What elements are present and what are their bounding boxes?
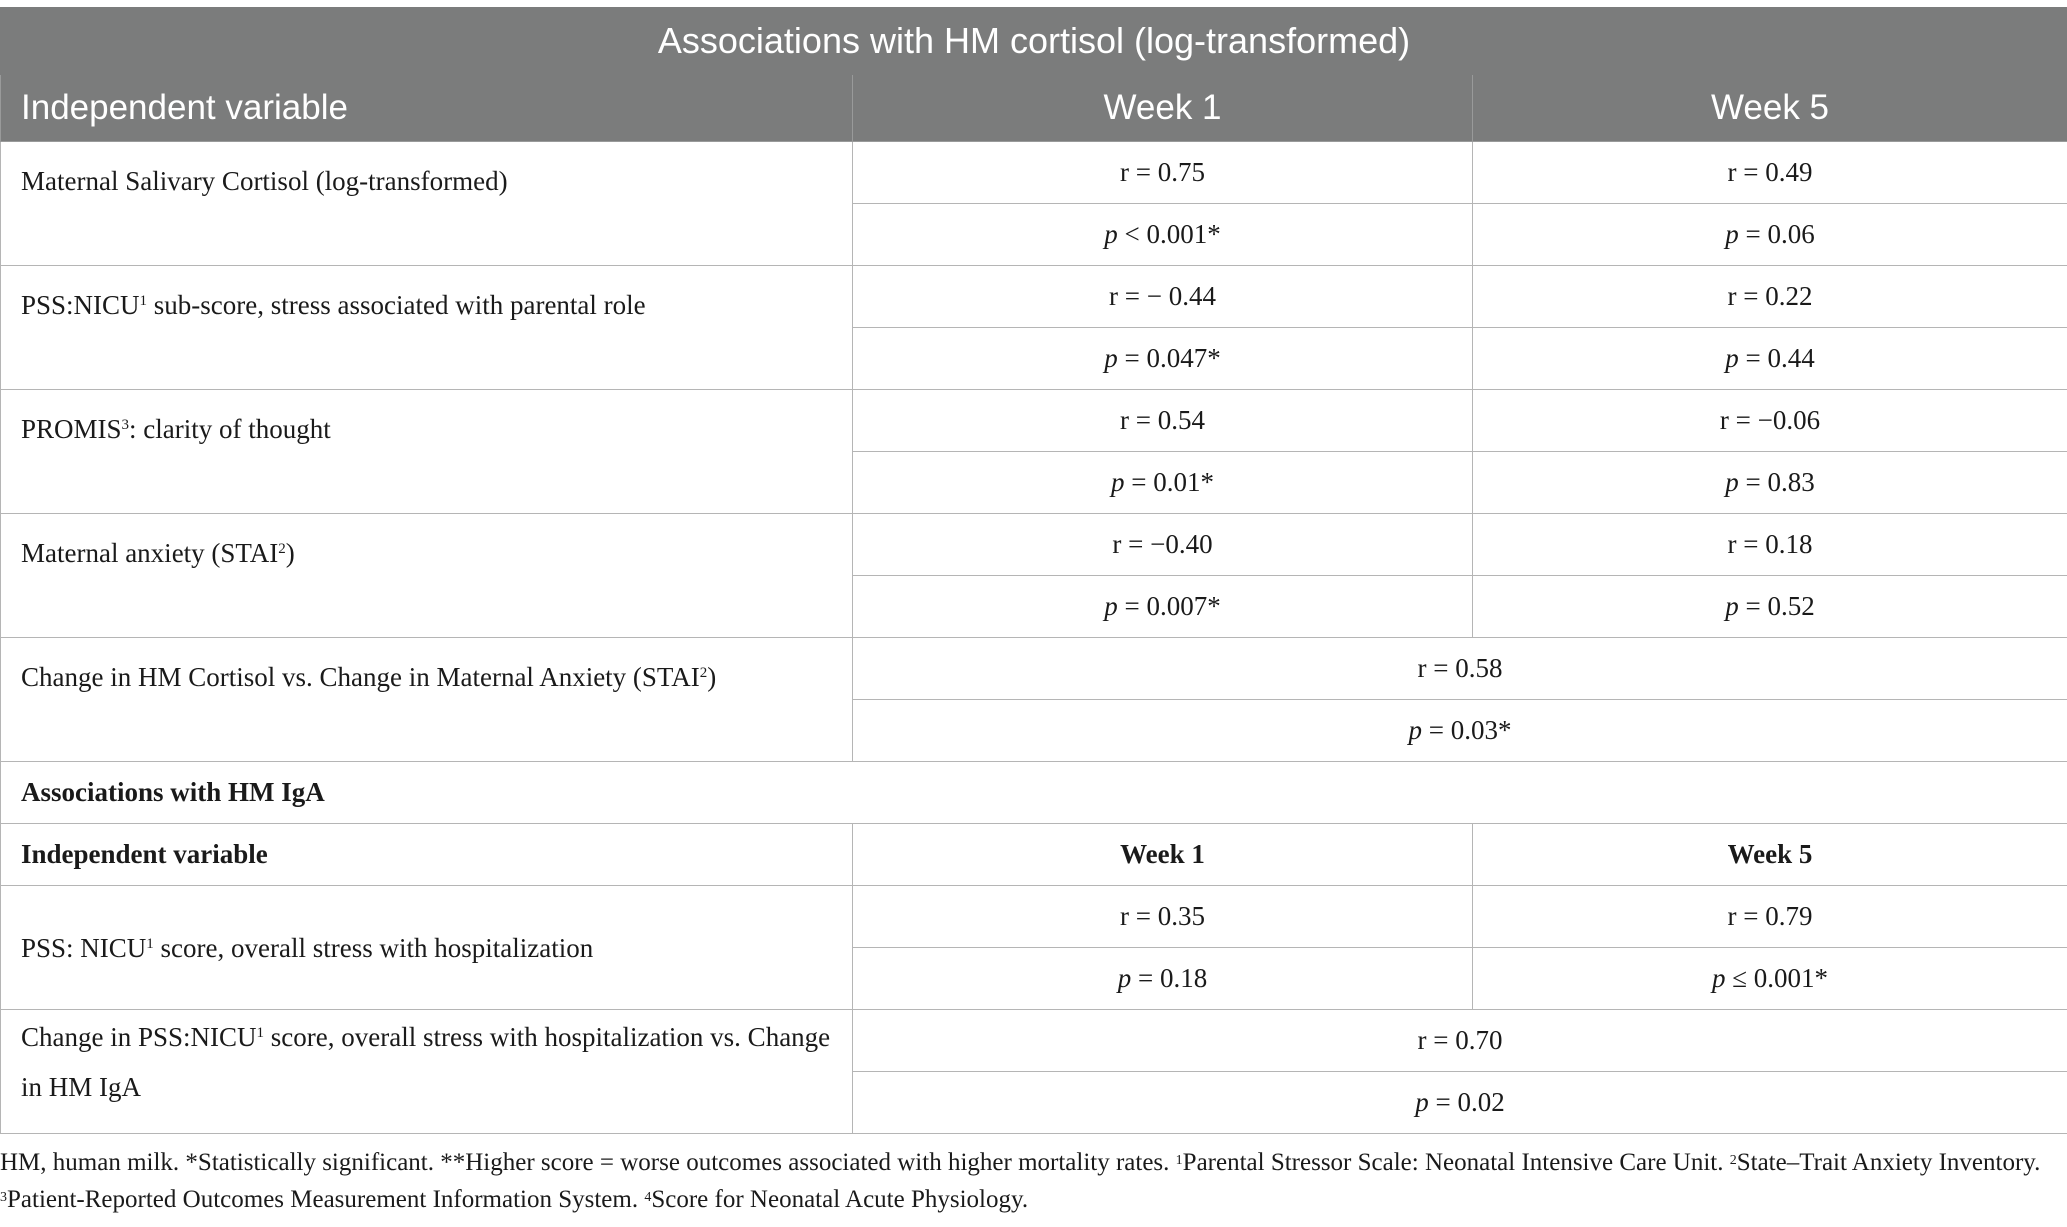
week5-p-value: p = 0.44 bbox=[1473, 328, 2067, 390]
change-p-value: p = 0.03* bbox=[853, 700, 2067, 762]
table-footnote: HM, human milk. *Statistically significant. **Higher score = worse outcomes associated with higher mortality rates. $^1$Parental Stressor Scale: Neonatal Intensive Care Unit. $^2$State–Trait Anxiety Inventory. $^3$Patient-Reported Outcomes Measurement Information System. $^4$Score for Neonatal Acute Physiology. bbox=[0, 1149, 2041, 1213]
week1-p-value: p = 0.007* bbox=[853, 576, 1473, 638]
week5-r-value: r = 0.49 bbox=[1473, 142, 2067, 204]
header-week-5: Week 5 bbox=[1473, 75, 2067, 142]
week1-r-value: r = −0.40 bbox=[853, 514, 1473, 576]
row-label: Change in HM Cortisol vs. Change in Maternal Anxiety (STAI$^2$) bbox=[1, 638, 853, 762]
row-label: PROMIS$^3$: clarity of thought bbox=[1, 390, 853, 514]
iga-header-row bbox=[1, 824, 2067, 886]
iga-section-title: Associations with HM IgA bbox=[1, 762, 2067, 824]
table-row bbox=[1, 886, 2067, 948]
header-independent-variable: Independent variable bbox=[1, 75, 853, 142]
header-row bbox=[1, 75, 2067, 142]
table-title: Associations with HM cortisol (log-transformed) bbox=[1, 8, 2067, 75]
iga-header-week-5: Week 5 bbox=[1473, 824, 2067, 886]
row-label: Change in PSS:NICU$^1$ score, overall stress with hospitalization vs. Change in HM IgA bbox=[1, 1010, 853, 1134]
week5-p-value: p = 0.06 bbox=[1473, 204, 2067, 266]
row-label: Maternal Salivary Cortisol (log-transformed) bbox=[1, 142, 853, 266]
week5-p-value: p = 0.52 bbox=[1473, 576, 2067, 638]
table-row bbox=[1, 514, 2067, 576]
change-r-value: r = 0.70 bbox=[853, 1010, 2067, 1072]
table-row bbox=[1, 638, 2067, 700]
week1-p-value: p < 0.001* bbox=[853, 204, 1473, 266]
change-p-value: p = 0.02 bbox=[853, 1072, 2067, 1134]
change-r-value: r = 0.58 bbox=[853, 638, 2067, 700]
section-header-row bbox=[1, 762, 2067, 824]
row-label: PSS:NICU$^1$ sub-score, stress associated with parental role bbox=[1, 266, 853, 390]
table-row bbox=[1, 1010, 2067, 1072]
week1-r-value: r = 0.35 bbox=[853, 886, 1473, 948]
week5-r-value: r = 0.79 bbox=[1473, 886, 2067, 948]
iga-header-independent-variable: Independent variable bbox=[1, 824, 853, 886]
title-row bbox=[1, 8, 2067, 75]
week1-r-value: r = 0.75 bbox=[853, 142, 1473, 204]
week5-p-value: p ≤ 0.001* bbox=[1473, 948, 2067, 1010]
week1-r-value: r = 0.54 bbox=[853, 390, 1473, 452]
table-row bbox=[1, 142, 2067, 204]
row-label: Maternal anxiety (STAI$^2$) bbox=[1, 514, 853, 638]
week1-p-value: p = 0.18 bbox=[853, 948, 1473, 1010]
week1-p-value: p = 0.047* bbox=[853, 328, 1473, 390]
row-label: PSS: NICU$^1$ score, overall stress with hospitalization bbox=[1, 886, 853, 1010]
week5-r-value: r = −0.06 bbox=[1473, 390, 2067, 452]
results-table bbox=[0, 7, 2067, 1134]
week5-r-value: r = 0.22 bbox=[1473, 266, 2067, 328]
table-row bbox=[1, 266, 2067, 328]
week1-p-value: p = 0.01* bbox=[853, 452, 1473, 514]
table-row bbox=[1, 390, 2067, 452]
week5-p-value: p = 0.83 bbox=[1473, 452, 2067, 514]
week5-r-value: r = 0.18 bbox=[1473, 514, 2067, 576]
iga-header-week-1: Week 1 bbox=[853, 824, 1473, 886]
header-week-1: Week 1 bbox=[853, 75, 1473, 142]
week1-r-value: r = − 0.44 bbox=[853, 266, 1473, 328]
